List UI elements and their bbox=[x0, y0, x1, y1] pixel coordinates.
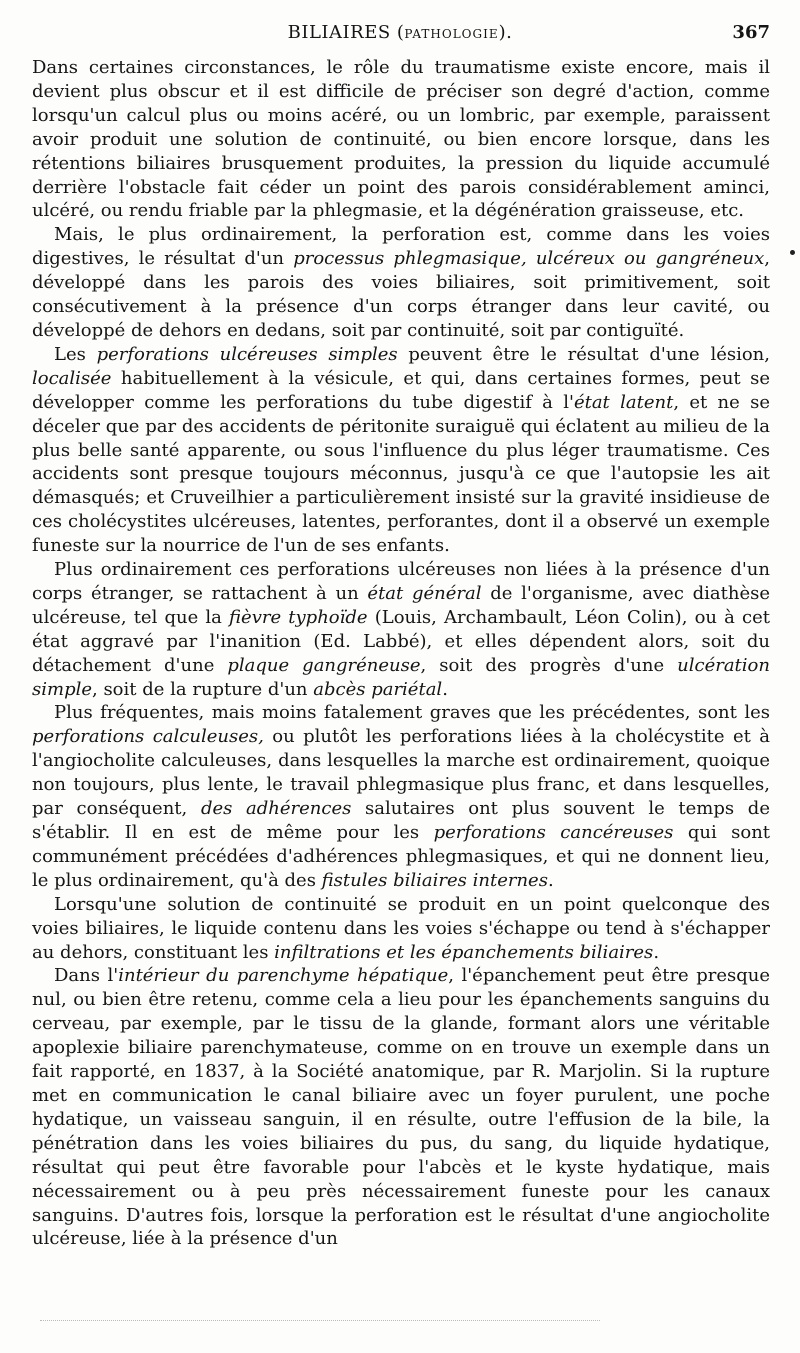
scan-noise bbox=[40, 1320, 600, 1323]
italic-text: intérieur du parenchyme hépatique bbox=[118, 965, 449, 987]
text-run: Plus fréquentes, mais moins fatalement graves que les précédentes, sont les bbox=[54, 702, 770, 724]
text-run: . bbox=[442, 678, 448, 700]
text-run: , l'épanchement peut être presque nul, ou bien être retenu, comme cela a lieu pour les épanchements sanguins du cerveau, par exemple, par le tissu de la glande, formant alors une véritable apoplexie biliaire parenchymateuse, comme on en trouve un exemple dans un fait rapporté, en 1837, à la Société anatomique, par R. Marjolin. Si la rupture met en communication le canal biliaire avec un foyer purulent, une poche hydatique, un vaisseau sanguin, il en résulte, outre l'effusion de la bile, la pénétration dans les voies biliaires du pus, du sang, du liquide hydatique, résultat qui peut être favorable pour l'abcès et le kyste hydatique, mais nécessairement ou à peu près nécessairement funeste pour les canaux sanguins. D'autres fois, lorsque la perforation est le résultat d'une angiocholite ulcéreuse, liée à la présence d'un bbox=[32, 965, 770, 1250]
paragraph bbox=[32, 701, 770, 892]
paragraph bbox=[32, 223, 770, 343]
paragraph bbox=[32, 964, 770, 1251]
text-run: . bbox=[653, 941, 660, 963]
italic-text: état général bbox=[367, 582, 482, 604]
paragraph bbox=[32, 558, 770, 701]
italic-text: fistules biliaires internes bbox=[321, 869, 548, 891]
italic-text: perforations calculeuses, bbox=[32, 726, 264, 748]
italic-text: processus phlegmasique, ulcéreux ou gangréneux bbox=[293, 248, 765, 270]
text-run: Dans l' bbox=[54, 965, 119, 987]
italic-text: plaque gangréneuse bbox=[227, 654, 421, 676]
paragraph bbox=[32, 343, 770, 558]
paragraph bbox=[32, 56, 770, 223]
text-run: (Louis, Archambault, Léon Colin), ou à cet état aggravé par l'inanition (Ed. Labbé), et elles dépendent alors, soit du détachement d'une bbox=[32, 606, 770, 676]
italic-text: perforations cancéreuses bbox=[433, 822, 674, 843]
text-run: Les bbox=[54, 343, 97, 365]
text-run: ou plutôt les perforations liées à la cholécystite et à l'angiocholite calculeuses, dans lesquelles la marche est ordinairement, quoique non toujours, plus lente, le travail phlegmasique plus franc, et dans lesquelles, par conséquent, bbox=[32, 726, 771, 820]
text-run: . bbox=[547, 869, 554, 891]
text-run: Lorsqu'une solution de continuité se produit en un point quelconque des voies biliaires, le liquide contenu dans les voies s'échappe ou tend à s'échapper au dehors, constituant les bbox=[32, 893, 770, 963]
paragraph bbox=[32, 893, 770, 965]
ink-speck bbox=[790, 250, 795, 255]
body-text bbox=[32, 56, 770, 1251]
title-small-caps: PATHOLOGIE bbox=[404, 27, 499, 41]
text-run: de l'organisme, avec diathèse ulcéreuse, tel que la bbox=[32, 582, 770, 628]
title-main: BILIAIRES ( bbox=[287, 22, 405, 43]
italic-text: fièvre typhoïde bbox=[229, 606, 368, 628]
text-run: , soit des progrès d'une bbox=[420, 654, 678, 676]
text-run: salutaires ont plus souvent le temps de s'établir. Il en est de même pour les bbox=[32, 798, 770, 843]
text-run: peuvent être le résultat d'une lésion, bbox=[397, 343, 770, 365]
text-run: Mais, le plus ordinairement, la perforation est, comme dans les voies digestives, le résultat d'un bbox=[32, 224, 770, 270]
italic-text: infiltrations et les épanchements biliaires bbox=[274, 941, 654, 963]
text-run: , et ne se déceler que par des accidents de péritonite suraiguë qui éclatent au milieu de la plus belle santé apparente, ou sous l'influence du plus léger traumatisme. Ces accidents sont presque toujours méconnus, jusqu'à ce que l'autopsie les ait démasqués; et Cruveilhier a particulièrement insisté sur la gravité insidieuse de ces cholécystites ulcéreuses, latentes, perforantes, dont il a observé un exemple funeste sur la nourrice de l'un de ses enfants. bbox=[32, 391, 770, 557]
running-title bbox=[30, 22, 770, 43]
italic-text: ulcération simple bbox=[32, 654, 770, 700]
text-run: , soit de la rupture d'un bbox=[92, 678, 314, 700]
italic-text: abcès pariétal bbox=[313, 678, 443, 700]
text-run: Dans certaines circonstances, le rôle du traumatisme existe encore, mais il devient plus obscur et il est difficile de préciser son degré d'action, comme lorsqu'un calcul plus ou moins acéré, ou un lombric, par exemple, paraissent avoir produit une solution de continuité, ou bien encore lorsque, dans les rétentions biliaires brusquement produites, la pression du liquide accumulé derrière l'obstacle fait céder un point des parois considérablement aminci, ulcéré, ou rendu friable par la phlegmasie, et la dégénération graisseuse, etc. bbox=[32, 57, 770, 222]
text-run: qui sont communément précédées d'adhérences phlegmasiques, et qui ne donnent lieu, le plus ordinairement, qu'à des bbox=[32, 822, 771, 891]
running-header bbox=[30, 22, 770, 48]
italic-text: perforations ulcéreuses simples bbox=[96, 343, 398, 365]
text-run: habituellement à la vésicule, et qui, dans certaines formes, peut se développer comme les perforations du tube digestif à l' bbox=[32, 367, 770, 413]
text-run: Plus ordinairement ces perforations ulcéreuses non liées à la présence d'un corps étranger, se rattachent à un bbox=[32, 559, 770, 604]
page-number: 367 bbox=[732, 22, 770, 43]
italic-text: état latent bbox=[573, 391, 674, 413]
italic-text: des adhérences bbox=[200, 798, 352, 820]
title-end: ). bbox=[498, 22, 513, 43]
italic-text: localisée bbox=[32, 367, 112, 389]
text-run: , développé dans les parois des voies biliaires, soit primitivement, soit consécutivement à la présence d'un corps étranger dans leur cavité, ou développé de dehors en dedans, soit par continuité, soit par contiguïté. bbox=[32, 248, 770, 341]
